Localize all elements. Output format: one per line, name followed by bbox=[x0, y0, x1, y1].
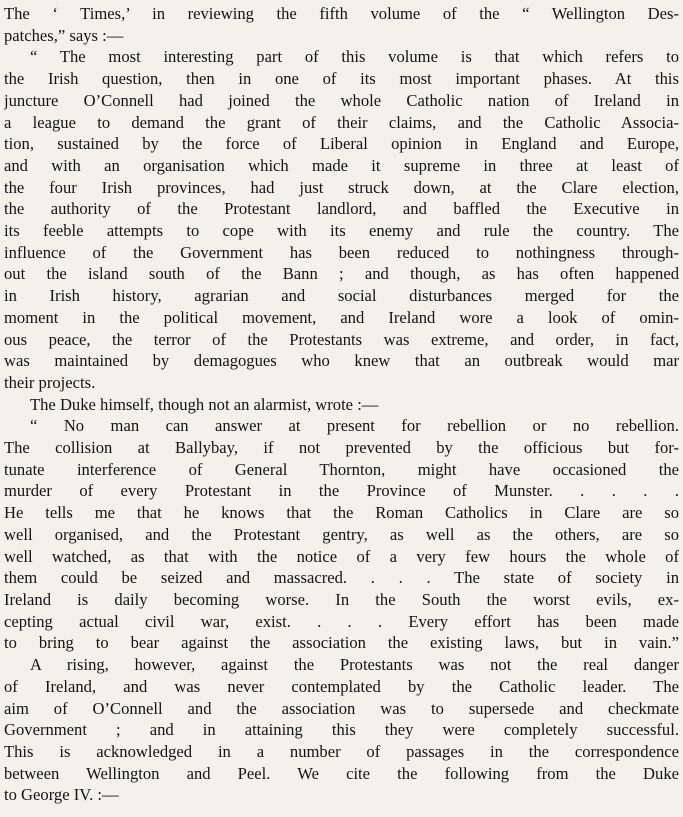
text-line: influence of the Government has been reduced to nothingness through- bbox=[4, 242, 679, 262]
text-line: cepting actual civil war, exist. . . . Every effort has been made bbox=[4, 611, 679, 631]
text-line: of Ireland, and was never contemplated by the Catholic leader. The bbox=[4, 676, 679, 696]
text-line: to bring to bear against the association the existing laws, but in vain.” bbox=[4, 633, 679, 653]
text-line: patches,” says :— bbox=[4, 25, 124, 45]
text-line: tion, sustained by the force of Liberal opinion in England and Europe, bbox=[4, 134, 679, 154]
text-line: aim of O’Connell and the association was to supersede and checkmate bbox=[4, 698, 679, 718]
text-line: “ The most interesting part of this volume is that which refers to bbox=[30, 47, 679, 67]
text-line: Ireland is daily becoming worse. In the South the worst evils, ex- bbox=[4, 589, 679, 609]
text-line: well organised, and the Protestant gentry, as well as the others, are so bbox=[4, 524, 679, 544]
text-line: A rising, however, against the Protestants was not the real danger bbox=[30, 655, 679, 675]
text-line: the Irish question, then in one of its most important phases. At this bbox=[4, 69, 679, 89]
text-line: their projects. bbox=[4, 372, 96, 392]
text-line: a league to demand the grant of their claims, and the Catholic Associa- bbox=[4, 112, 679, 132]
text-line: “ No man can answer at present for rebellion or no rebellion. bbox=[30, 416, 679, 436]
text-line: the authority of the Protestant landlord, and baffled the Executive in bbox=[4, 199, 679, 219]
paragraph-duke-quote bbox=[4, 415, 679, 654]
text-line: to George IV. :— bbox=[4, 785, 119, 805]
text-line: The ‘ Times,’ in reviewing the fifth volume of the “ Wellington Des- bbox=[4, 4, 679, 23]
text-line: and with an organisation which made it supreme in three at least of bbox=[4, 155, 679, 175]
text-line: in Irish history, agrarian and social disturbances merged for the bbox=[4, 286, 679, 306]
text-line: its feeble attempts to cope with its enemy and rule the country. The bbox=[4, 221, 679, 241]
text-line: This is acknowledged in a number of passages in the correspondence bbox=[4, 741, 679, 761]
paragraph-duke-intro bbox=[4, 394, 679, 416]
text-line: murder of every Protestant in the Province of Munster. . . . . bbox=[4, 481, 679, 501]
text-line: moment in the political movement, and Ireland wore a look of omin- bbox=[4, 307, 679, 327]
paragraph-intro bbox=[4, 3, 679, 46]
text-line: The collision at Ballybay, if not prevented by the officious but for- bbox=[4, 438, 679, 458]
text-line: ous peace, the terror of the Protestants was extreme, and order, in fact, bbox=[4, 329, 679, 349]
text-line: out the island south of the Bann ; and though, as has often happened bbox=[4, 264, 679, 284]
text-line: juncture O’Connell had joined the whole Catholic nation of Ireland in bbox=[4, 90, 679, 110]
text-line: Government ; and in attaining this they were completely successful. bbox=[4, 720, 679, 740]
text-line: the four Irish provinces, had just struck down, at the Clare election, bbox=[4, 177, 679, 197]
text-line: them could be seized and massacred. . . . The state of society in bbox=[4, 568, 679, 588]
text-line: tunate interference of General Thornton, might have occasioned the bbox=[4, 459, 679, 479]
text-line: well watched, as that with the notice of a very few hours the whole of bbox=[4, 546, 679, 566]
text-line: between Wellington and Peel. We cite the following from the Duke bbox=[4, 763, 679, 783]
text-line: The Duke himself, though not an alarmist, wrote :— bbox=[30, 394, 379, 414]
paragraph-rising bbox=[4, 654, 679, 806]
paragraph-times-quote bbox=[4, 46, 679, 393]
text-line: He tells me that he knows that the Roman Catholics in Clare are so bbox=[4, 503, 679, 523]
text-line: was maintained by demagogues who knew that an outbreak would mar bbox=[4, 351, 679, 371]
